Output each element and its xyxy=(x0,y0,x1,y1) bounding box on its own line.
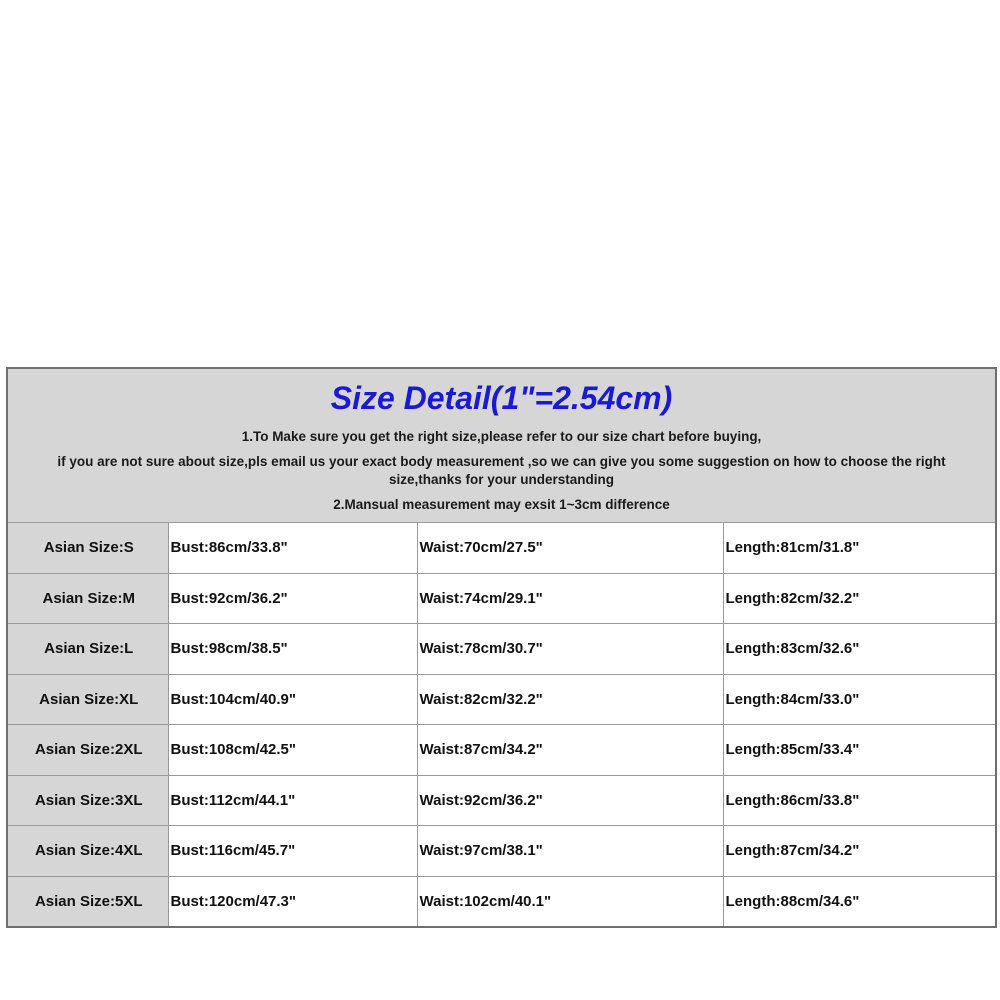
size-label: Asian Size:M xyxy=(8,573,168,624)
size-note-2: if you are not sure about size,pls email us your exact body measurement ,so we can give you some suggestion on how to choose the right size,thanks for your understanding xyxy=(57,454,946,487)
table-row xyxy=(8,775,995,826)
length-value: Length:82cm/32.2" xyxy=(723,573,995,624)
length-value: Length:86cm/33.8" xyxy=(723,775,995,826)
waist-value: Waist:87cm/34.2" xyxy=(417,725,723,776)
bust-value: Bust:92cm/36.2" xyxy=(168,573,417,624)
size-label: Asian Size:5XL xyxy=(8,876,168,926)
size-label: Asian Size:4XL xyxy=(8,826,168,877)
table-row xyxy=(8,624,995,675)
size-label: Asian Size:L xyxy=(8,624,168,675)
table-row xyxy=(8,674,995,725)
table-row xyxy=(8,876,995,926)
bust-value: Bust:120cm/47.3" xyxy=(168,876,417,926)
waist-value: Waist:97cm/38.1" xyxy=(417,826,723,877)
bust-value: Bust:86cm/33.8" xyxy=(168,523,417,573)
length-value: Length:81cm/31.8" xyxy=(723,523,995,573)
size-table xyxy=(8,523,995,926)
size-label: Asian Size:2XL xyxy=(8,725,168,776)
waist-value: Waist:82cm/32.2" xyxy=(417,674,723,725)
size-label: Asian Size:3XL xyxy=(8,775,168,826)
table-row xyxy=(8,725,995,776)
length-value: Length:85cm/33.4" xyxy=(723,725,995,776)
size-chart-title: Size Detail(1"=2.54cm) xyxy=(330,380,673,416)
size-label: Asian Size:S xyxy=(8,523,168,573)
size-note-3: 2.Mansual measurement may exsit 1~3cm difference xyxy=(333,497,670,512)
length-value: Length:84cm/33.0" xyxy=(723,674,995,725)
length-value: Length:88cm/34.6" xyxy=(723,876,995,926)
bust-value: Bust:104cm/40.9" xyxy=(168,674,417,725)
table-row xyxy=(8,573,995,624)
table-row xyxy=(8,826,995,877)
waist-value: Waist:70cm/27.5" xyxy=(417,523,723,573)
waist-value: Waist:74cm/29.1" xyxy=(417,573,723,624)
table-row xyxy=(8,523,995,573)
bust-value: Bust:98cm/38.5" xyxy=(168,624,417,675)
size-label: Asian Size:XL xyxy=(8,674,168,725)
size-chart-header xyxy=(8,369,995,523)
length-value: Length:83cm/32.6" xyxy=(723,624,995,675)
size-note-1: 1.To Make sure you get the right size,please refer to our size chart before buying, xyxy=(241,429,762,444)
length-value: Length:87cm/34.2" xyxy=(723,826,995,877)
bust-value: Bust:108cm/42.5" xyxy=(168,725,417,776)
waist-value: Waist:92cm/36.2" xyxy=(417,775,723,826)
waist-value: Waist:102cm/40.1" xyxy=(417,876,723,926)
bust-value: Bust:116cm/45.7" xyxy=(168,826,417,877)
bust-value: Bust:112cm/44.1" xyxy=(168,775,417,826)
size-chart xyxy=(6,367,997,928)
waist-value: Waist:78cm/30.7" xyxy=(417,624,723,675)
